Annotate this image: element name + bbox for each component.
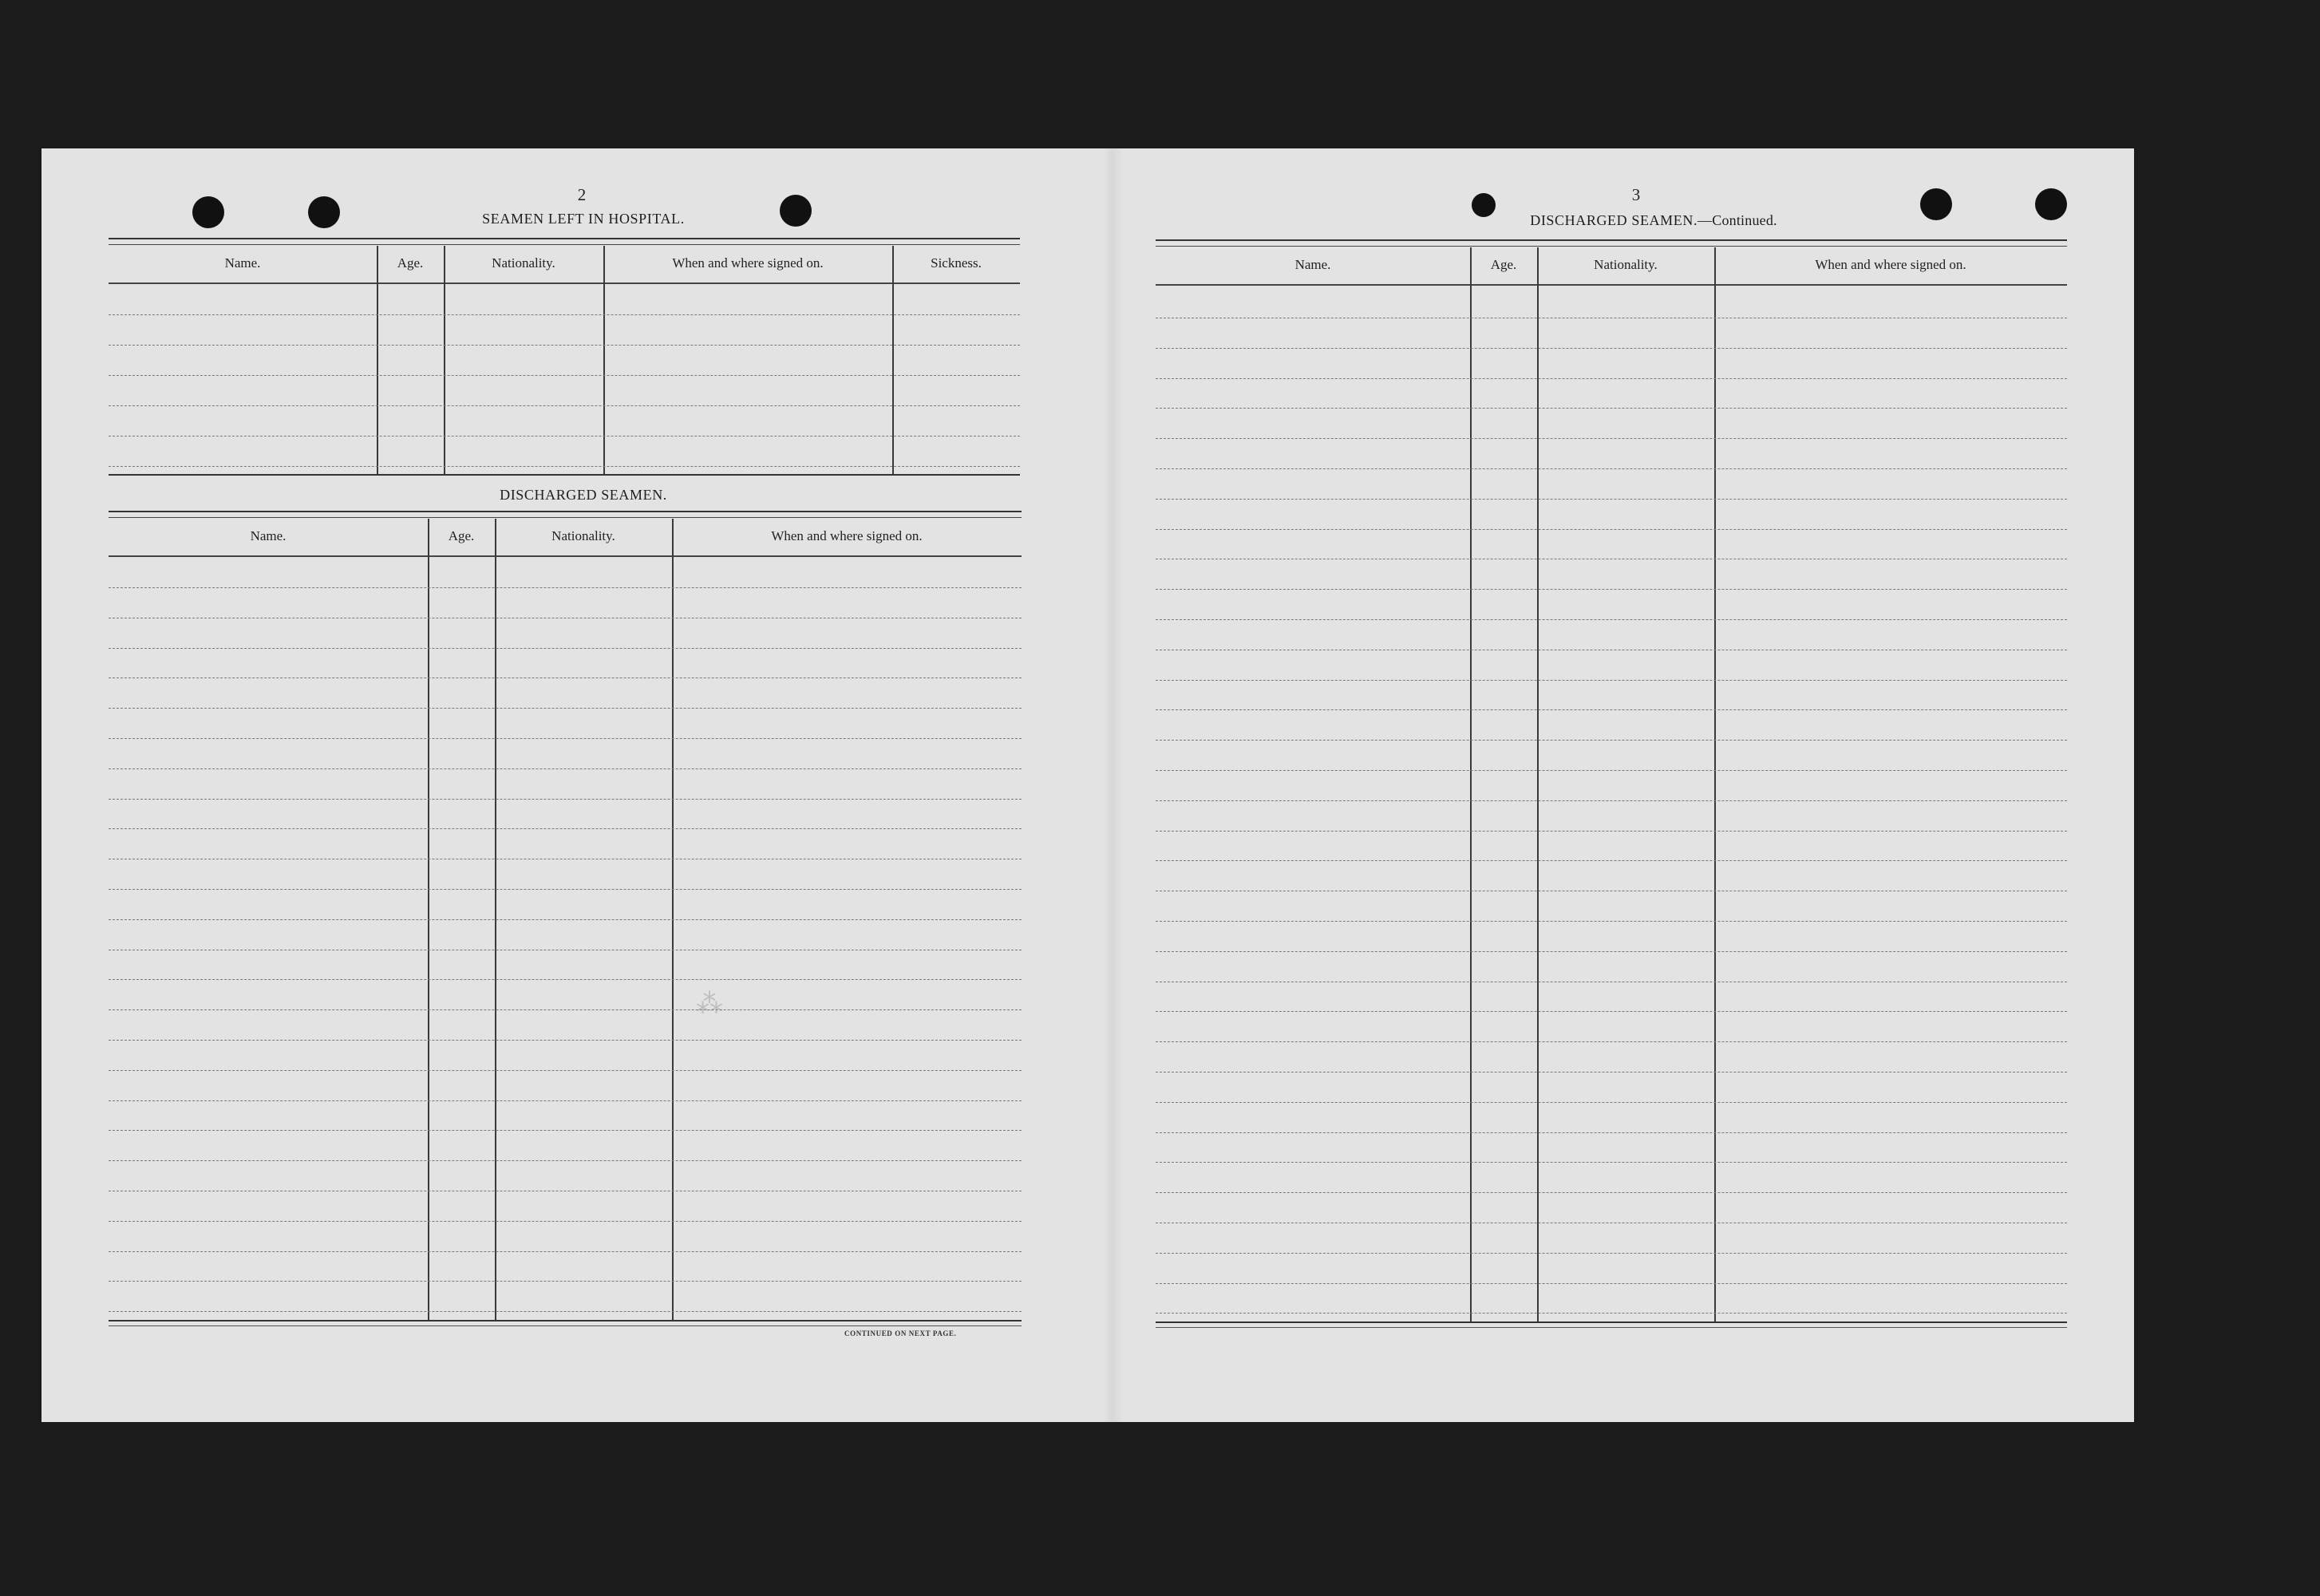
blank-entry-row xyxy=(1156,831,2067,832)
punch-hole xyxy=(780,195,812,227)
table-bottom-rule xyxy=(109,1320,1022,1326)
blank-entry-row xyxy=(109,768,1022,769)
blank-entry-row xyxy=(109,828,1022,829)
column-header-name: Name. xyxy=(1294,257,1331,272)
blank-entry-row xyxy=(109,889,1022,890)
column-divider xyxy=(672,519,674,1321)
column-divider xyxy=(428,519,429,1321)
column-header-signed-on: When and where signed on. xyxy=(1815,257,1966,272)
blank-entry-row xyxy=(1156,1313,2067,1314)
blank-entry-row xyxy=(109,1311,1022,1312)
blank-entry-row xyxy=(1156,499,2067,500)
blank-entry-row xyxy=(1156,1011,2067,1012)
table-header-row xyxy=(109,244,1020,284)
left-page xyxy=(41,148,1111,1422)
title-main: DISCHARGED SEAMEN. xyxy=(1530,212,1698,228)
blank-entry-row xyxy=(1156,1192,2067,1193)
punch-hole xyxy=(2035,188,2067,220)
blank-entry-row xyxy=(1156,1253,2067,1254)
scanned-ledger-spread xyxy=(41,148,2134,1422)
blank-entry-row xyxy=(109,648,1022,649)
column-header-nationality: Nationality. xyxy=(492,255,555,271)
blank-entry-row xyxy=(1156,619,2067,620)
blank-entry-row xyxy=(1156,348,2067,349)
page-number: 2 xyxy=(577,185,587,204)
blank-entry-row xyxy=(109,708,1022,709)
blank-entry-row xyxy=(109,466,1020,467)
blank-entry-row xyxy=(109,1070,1022,1071)
blank-entry-row xyxy=(1156,680,2067,681)
column-header-name: Name. xyxy=(250,528,287,543)
column-header-age: Age. xyxy=(397,255,424,271)
blank-entry-row xyxy=(1156,378,2067,379)
discharged-section-title: DISCHARGED SEAMEN. xyxy=(500,487,667,503)
blank-entry-row xyxy=(109,1281,1022,1282)
blank-entry-row xyxy=(1156,921,2067,922)
blank-entry-row xyxy=(109,1160,1022,1161)
table-bottom-rule xyxy=(109,474,1020,478)
column-header-age: Age. xyxy=(448,528,475,543)
blank-entry-row xyxy=(109,345,1020,346)
blank-entry-row xyxy=(109,799,1022,800)
blank-entry-row xyxy=(1156,1041,2067,1042)
discharged-continued-title xyxy=(1486,212,1821,229)
blank-entry-row xyxy=(1156,860,2067,861)
blank-entry-row xyxy=(109,919,1022,920)
blank-entry-row xyxy=(1156,589,2067,590)
table-header-row xyxy=(109,517,1022,557)
discharged-table xyxy=(109,511,1022,1325)
blank-entry-row xyxy=(1156,800,2067,801)
column-header-name: Name. xyxy=(224,255,261,271)
blank-entry-row xyxy=(109,436,1020,437)
blank-entry-row xyxy=(1156,1072,2067,1073)
faint-stamp-mark: ⁂ xyxy=(696,988,723,1020)
column-header-sickness: Sickness. xyxy=(931,255,982,271)
table-bottom-rule xyxy=(1156,1321,2067,1328)
column-divider xyxy=(892,246,894,476)
blank-entry-row xyxy=(109,738,1022,739)
blank-entry-row xyxy=(109,587,1022,588)
blank-entry-row xyxy=(1156,529,2067,530)
blank-entry-row xyxy=(1156,1162,2067,1163)
column-header-signed-on: When and where signed on. xyxy=(771,528,923,543)
blank-entry-row xyxy=(1156,1102,2067,1103)
blank-entry-row xyxy=(1156,951,2067,952)
punch-hole xyxy=(308,196,340,228)
blank-entry-row xyxy=(109,1040,1022,1041)
column-header-nationality: Nationality. xyxy=(1594,257,1658,272)
column-divider xyxy=(603,246,605,476)
blank-entry-row xyxy=(1156,740,2067,741)
blank-entry-row xyxy=(1156,468,2067,469)
blank-entry-row xyxy=(1156,1283,2067,1284)
blank-entry-row xyxy=(1156,408,2067,409)
hospital-section-title: SEAMEN LEFT IN HOSPITAL. xyxy=(482,211,685,227)
blank-entry-row xyxy=(1156,709,2067,710)
blank-entry-row xyxy=(1156,770,2067,771)
right-page xyxy=(1111,148,2134,1422)
page-number: 3 xyxy=(1631,185,1641,204)
punch-hole xyxy=(1920,188,1952,220)
column-header-signed-on: When and where signed on. xyxy=(672,255,824,271)
discharged-continued-table xyxy=(1156,239,2067,1326)
blank-entry-row xyxy=(109,1130,1022,1131)
column-divider xyxy=(377,246,378,476)
column-divider xyxy=(495,519,496,1321)
blank-entry-row xyxy=(109,1100,1022,1101)
blank-entry-row xyxy=(109,1221,1022,1222)
punch-hole xyxy=(192,196,224,228)
continued-note: CONTINUED ON NEXT PAGE. xyxy=(844,1329,957,1337)
blank-entry-row xyxy=(109,314,1020,315)
blank-entry-row xyxy=(1156,438,2067,439)
column-divider xyxy=(444,246,445,476)
column-header-nationality: Nationality. xyxy=(551,528,615,543)
blank-entry-row xyxy=(1156,1132,2067,1133)
blank-entry-row xyxy=(109,979,1022,980)
table-header-row xyxy=(1156,246,2067,286)
column-header-age: Age. xyxy=(1490,257,1517,272)
title-suffix: —Continued. xyxy=(1698,212,1777,228)
blank-entry-row xyxy=(109,1009,1022,1010)
blank-entry-row xyxy=(109,375,1020,376)
hospital-table xyxy=(109,238,1020,476)
blank-entry-row xyxy=(109,405,1020,406)
blank-entry-row xyxy=(109,1251,1022,1252)
